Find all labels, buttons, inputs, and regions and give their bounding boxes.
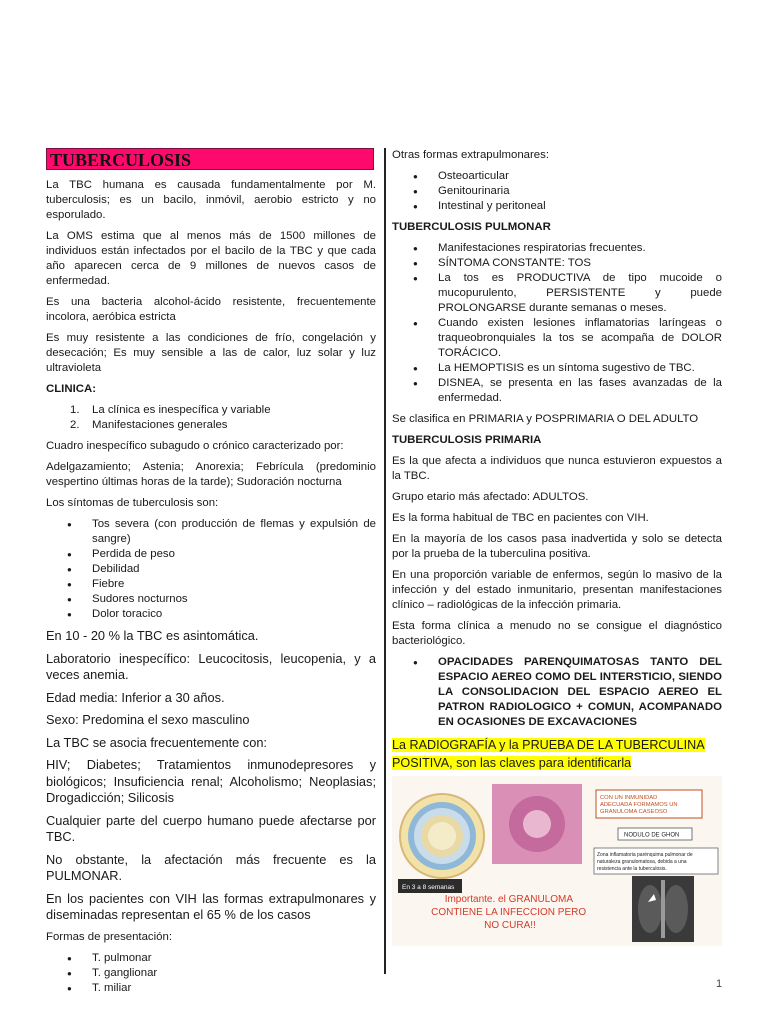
list-item: ● Manifestaciones respiratorias frecuentes. xyxy=(392,241,722,256)
svg-text:CON UN INMUNIDAD ADECU: CON UN INMUNIDAD ADECUADA FORMAMOS UN GRANULOMA CASEOSO xyxy=(600,795,678,815)
list-item: ● Dolor toracico xyxy=(46,607,376,622)
list-item: ● T. pulmonar xyxy=(46,951,376,966)
paragraph: En la mayoría de los casos pasa inadvertida y solo se detecta por la prueba de la tuberculina positiva. xyxy=(392,533,722,560)
paragraph: La TBC se asocia frecuentemente con: xyxy=(46,734,267,750)
paragraph: Cualquier parte del cuerpo humano puede afectarse por TBC. xyxy=(46,812,376,844)
list-item: ● Osteoarticular xyxy=(392,169,722,184)
document-title: TUBERCULOSIS xyxy=(46,148,374,170)
paragraph: La OMS estima que al menos más de 1500 millones de individuos están infectados por el bacilo de la TBC y que cada año aparecen cerca de 9 millones de nuevos casos de enfermedad. xyxy=(46,230,376,287)
list-item: ● SÍNTOMA CONSTANTE: TOS xyxy=(392,256,722,271)
paragraph: Laboratorio inespecífico: Leucocitosis, leucopenia, y a veces anemia. xyxy=(46,650,376,682)
list-item: ● Intestinal y peritoneal xyxy=(392,199,722,214)
paragraph: Grupo etario más afectado: ADULTOS. xyxy=(392,491,589,503)
list-item: ● Genitourinaria xyxy=(392,184,722,199)
paragraph: HIV; Diabetes; Tratamientos inmunodepresores y biológicos; Insuficiencia renal; Alcoholismo; Neoplasias; Drogadicción; Silicosis xyxy=(46,757,376,805)
extrapulmonares-list xyxy=(392,169,722,214)
list-item: ● Tos severa (con producción de flemas y expulsión de sangre) xyxy=(46,517,376,547)
paragraph: Esta forma clínica a menudo no se consigue el diagnóstico bacteriológico. xyxy=(392,620,722,647)
list-item: ● La HEMOPTISIS es un síntoma sugestivo de TBC. xyxy=(392,361,722,376)
right-column xyxy=(392,148,722,946)
paragraph: Adelgazamiento; Astenia; Anorexia; Febrícula (predominio vespertino últimas horas de la tarde); Sudoración nocturna xyxy=(46,461,376,488)
paragraph: Es la forma habitual de TBC en pacientes con VIH. xyxy=(392,512,649,524)
granuloma-illustration xyxy=(392,776,722,946)
highlighted-text: La RADIOGRAFÍA y la PRUEBA DE LA TUBERCULINA POSITIVA, son las claves para identificarla xyxy=(392,738,705,770)
paragraph: Se clasifica en PRIMARIA y POSPRIMARIA O DEL ADULTO xyxy=(392,413,699,425)
page-number: 1 xyxy=(716,978,723,990)
paragraph: Es una bacteria alcohol-ácido resistente, frecuentemente incolora, aeróbica estricta xyxy=(46,296,376,323)
section-heading: CLINICA: xyxy=(46,383,96,395)
list-item: ● Cuando existen lesiones inflamatorias laríngeas o traqueobronquiales la tos se acompaña de DOLOR TORÁCICO. xyxy=(392,316,722,361)
paragraph: Cuadro inespecífico subagudo o crónico caracterizado por: xyxy=(46,440,344,452)
section-heading: TUBERCULOSIS PRIMARIA xyxy=(392,434,542,446)
paragraph: Edad media: Inferior a 30 años. xyxy=(46,689,225,705)
paragraph: Los síntomas de tuberculosis son: xyxy=(46,497,219,509)
svg-text:Importante. el GRANULOMA: Importante. el GRANULOMA CONTIENE LA INFECCION PERO NO CURA!! xyxy=(431,894,587,931)
section-heading: TUBERCULOSIS PULMONAR xyxy=(392,221,551,233)
list-item: 1. La clínica es inespecífica y variable xyxy=(70,404,271,416)
granuloma-figure xyxy=(392,776,722,946)
paragraph: En una proporción variable de enfermos, según lo masivo de la infección y del estado inmunitario, presentan manifestaciones clínico – radiológicas de la infección primaria. xyxy=(392,569,722,611)
weeks-label: En 3 a 8 semanas xyxy=(402,884,455,891)
paragraph: Formas de presentación: xyxy=(46,930,172,943)
sintomas-list xyxy=(46,517,376,622)
paragraph: No obstante, la afectación más frecuente es la PULMONAR. xyxy=(46,851,376,883)
paragraph: La TBC humana es causada fundamentalmente por M. tuberculosis; es un bacilo, inmóvil, aerobio estricto y no esporulado. xyxy=(46,179,376,221)
left-column xyxy=(46,148,376,1002)
list-item: ● Fiebre xyxy=(46,577,376,592)
clinica-list xyxy=(46,403,376,433)
bold-list xyxy=(392,655,722,730)
column-divider xyxy=(384,148,386,974)
list-item: ● Debilidad xyxy=(46,562,376,577)
paragraph: Sexo: Predomina el sexo masculino xyxy=(46,712,250,727)
list-item: 2. Manifestaciones generales xyxy=(70,419,228,431)
paragraph: En 10 - 20 % la TBC es asintomática. xyxy=(46,628,259,643)
list-item: ● La tos es PRODUCTIVA de tipo mucoide o mucopurulento, PERSISTENTE y puede PROLONGARSE durante semanas o meses. xyxy=(392,271,722,316)
list-item: ● T. ganglionar xyxy=(46,966,376,981)
list-item: ● Perdida de peso xyxy=(46,547,376,562)
paragraph: En los pacientes con VIH las formas extrapulmonares y diseminadas representan el 65 % de los casos xyxy=(46,890,376,922)
paragraph: Es muy resistente a las condiciones de frío, congelación y desecación; Es muy sensible a las de calor, luz solar y luz ultravioleta xyxy=(46,332,376,374)
pulmonar-list xyxy=(392,241,722,406)
list-item: ● T. miliar xyxy=(46,981,376,996)
svg-text:Zona inflamatoria parénquima p: Zona inflamatoria parénquima pulmonar de naturaleza granulomatosa, debida a una resistencia ante la tuberculosis. xyxy=(597,852,693,872)
list-item: ● OPACIDADES PARENQUIMATOSAS TANTO DEL ESPACIO AEREO COMO DEL INTERSTICIO, SIENDO LA CONSOLIDACION DEL ESPACIO AEREO EL PATRON RADIOLOGICO + COMUN, ACOMPANADO EN OCASIONES DE EXCAVACIONES xyxy=(392,655,722,730)
list-item: ● DISNEA, se presenta en las fases avanzadas de la enfermedad. xyxy=(392,376,722,406)
list-item: ● Sudores nocturnos xyxy=(46,592,376,607)
ghon-label: NODULO DE GHON xyxy=(624,832,680,839)
paragraph: Otras formas extrapulmonares: xyxy=(392,149,549,161)
formas-list xyxy=(46,951,376,996)
paragraph: Es la que afecta a individuos que nunca estuvieron expuestos a la TBC. xyxy=(392,455,722,482)
